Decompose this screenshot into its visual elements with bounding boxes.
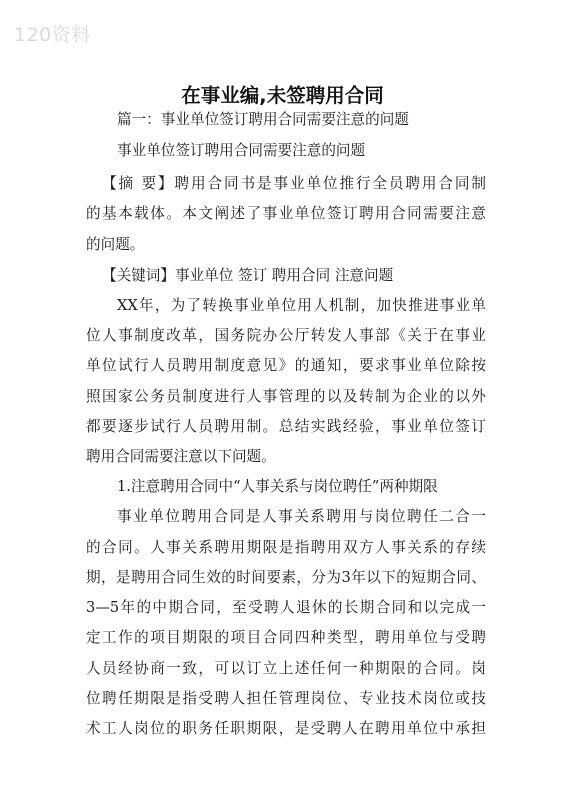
- body-line: 位人事制度改革，国务院办公厅转发人事部《关于在事业: [86, 327, 486, 344]
- body-line: 位聘任期限是指受聘人担任管理岗位、专业技术岗位或技: [86, 690, 486, 707]
- body-line: 都要逐步试行人员聘用制。总结实践经验，事业单位签订: [86, 418, 486, 435]
- subtitle-line: 篇一：事业单位签订聘用合同需要注意的问题: [117, 111, 409, 128]
- abstract-line: 的基本载体。本文阐述了事业单位签订聘用合同需要注意: [86, 205, 486, 222]
- body-line: 3—5年的中期合同，至受聘人退休的长期合同和以完成一: [86, 599, 486, 616]
- body-line: 人员经协商一致，可以订立上述任何一种期限的合同。岗: [86, 660, 486, 677]
- section-heading: 事业单位签订聘用合同需要注意的问题: [117, 142, 366, 159]
- body-line: 单位试行人员聘用制度意见》的通知，要求事业单位除按: [86, 357, 486, 374]
- page-title: 在事业编,未签聘用合同: [181, 84, 384, 107]
- section-heading: 1.注意聘用合同中“人事关系与岗位聘任”两种期限: [117, 478, 438, 495]
- body-line: 聘用合同需要注意以下问题。: [86, 448, 276, 465]
- body-line: 事业单位聘用合同是人事关系聘用与岗位聘任二合一: [117, 508, 486, 525]
- body-line: 期，是聘用合同生效的时间要素，分为3年以下的短期合同、: [86, 569, 486, 586]
- abstract-line: 的问题。: [86, 236, 145, 253]
- body-line: 照国家公务员制度进行人事管理的以及转制为企业的以外: [86, 388, 486, 405]
- keywords-line: 【关键词】事业单位 签订 聘用合同 注意问题: [102, 267, 394, 284]
- body-line: 的合同。人事关系聘用期限是指聘用双方人事关系的存续: [86, 539, 486, 556]
- body-line: XX年，为了转换事业单位用人机制，加快推进事业单: [117, 297, 486, 314]
- body-line: 定工作的项目期限的项目合同四种类型，聘用单位与受聘: [86, 629, 486, 646]
- abstract-line: 【摘 要】聘用合同书是事业单位推行全员聘用合同制: [102, 175, 486, 192]
- watermark: 120资料: [14, 24, 91, 46]
- body-line: 术工人岗位的职务任职期限，是受聘人在聘用单位中承担: [86, 720, 486, 737]
